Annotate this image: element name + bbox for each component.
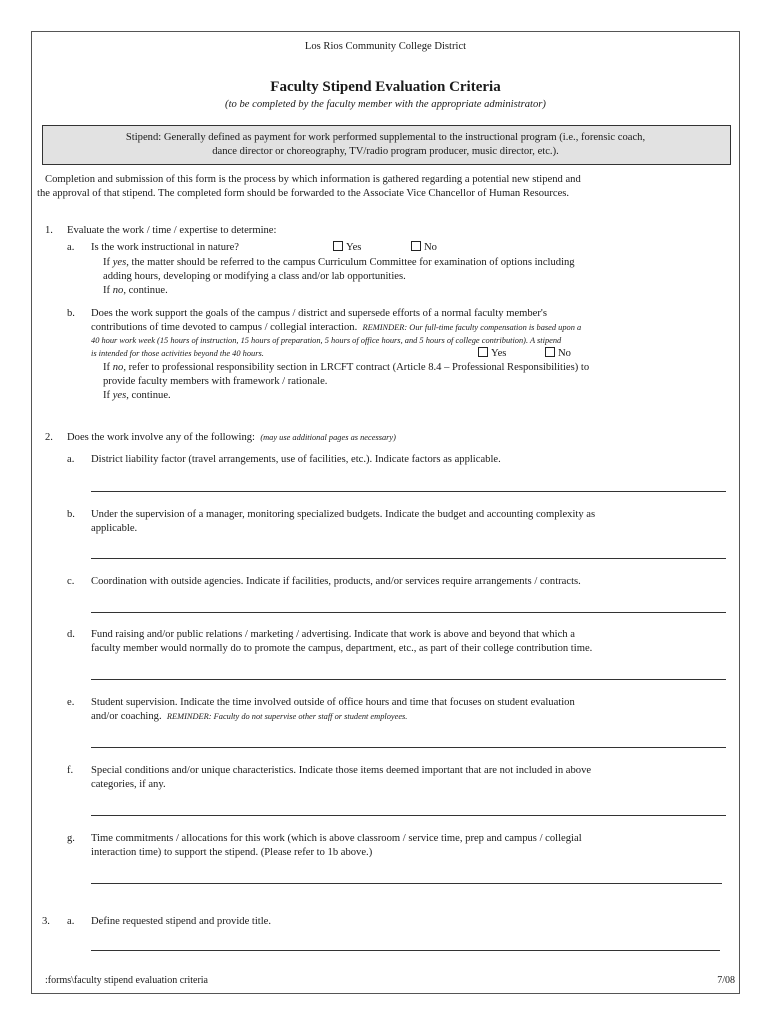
district-name: Los Rios Community College District (304, 41, 467, 52)
section2e-answer-line[interactable] (91, 747, 726, 748)
section1a-question: Is the work instructional in nature? (91, 242, 239, 253)
section2d-letter: d. (67, 629, 75, 640)
footer-path: :forms\faculty stipend evaluation criteria (45, 975, 208, 986)
section1b-no-option[interactable] (545, 347, 571, 361)
section3a-answer-line[interactable] (91, 950, 720, 951)
stipend-definition-line2: dance director or choreography, TV/radio program producer, music director, etc.). (212, 146, 559, 157)
section1b-if-no-line2: provide faculty members with framework / rationale. (103, 376, 328, 387)
section1a-yes-option[interactable] (333, 241, 361, 255)
section2e-line1: Student supervision. Indicate the time involved outside of office hours and time that focuses on student evaluation (91, 697, 575, 708)
section1a-if-yes: If yes, the matter should be referred to the campus Curriculum Committee for examination of options including (103, 257, 575, 268)
section1b-letter: b. (67, 308, 75, 319)
section2c-answer-line[interactable] (91, 612, 726, 613)
section1a-if-no: If no, continue. (103, 285, 168, 296)
section2g-line2: interaction time) to support the stipend. (Please refer to 1b above.) (91, 847, 373, 858)
form-title: Faculty Stipend Evaluation Criteria (270, 79, 501, 95)
section2a-letter: a. (67, 454, 75, 465)
section2f-letter: f. (67, 765, 74, 776)
section1a-no-option[interactable] (411, 241, 437, 255)
section2b-letter: b. (67, 509, 75, 520)
section1b-reminder3: is intended for those activities beyond the 40 hours. (91, 349, 264, 358)
section2-number: 2. (45, 432, 53, 443)
section2e-letter: e. (67, 697, 75, 708)
section3-number: 3. (42, 916, 50, 927)
section2g-line1: Time commitments / allocations for this work (which is above classroom / service time, prep and campus / collegial (91, 833, 582, 844)
section1b-yes-option[interactable] (478, 347, 506, 361)
section2e-reminder: REMINDER: Faculty do not supervise other staff or student employees. (166, 712, 408, 721)
section1b-yes-checkbox[interactable] (478, 347, 488, 357)
section2b-line1: Under the supervision of a manager, monitoring specialized budgets. Indicate the budget and accounting complexity as (91, 509, 596, 520)
section1-heading: Evaluate the work / time / expertise to determine: (67, 225, 277, 236)
section2d-line2: faculty member would normally do to promote the campus, department, etc., as part of their college contribution time. (91, 643, 593, 654)
section2d-line1: Fund raising and/or public relations / marketing / advertising. Indicate that work is above and beyond that which a (91, 629, 575, 640)
section1-number: 1. (45, 225, 53, 236)
form-subtitle: (to be completed by the faculty member with the appropriate administrator) (225, 99, 546, 110)
section2a-line1: District liability factor (travel arrangements, use of facilities, etc.). Indicate factors as applicable. (91, 454, 501, 465)
section3a-line1: Define requested stipend and provide title. (91, 916, 272, 927)
section2b-answer-line[interactable] (91, 558, 726, 559)
section1b-reminder2: 40 hour work week (15 hours of instruction, 15 hours of preparation, 5 hours of office hours, and 5 hours of college contribution). A stipend (91, 336, 562, 345)
section1b-no-label: No (558, 348, 571, 359)
section1b-no-checkbox[interactable] (545, 347, 555, 357)
section1a-no-label: No (424, 242, 437, 253)
section1b-reminder1: REMINDER: Our full-time faculty compensation is based upon a (362, 323, 582, 332)
section1b-line1: Does the work support the goals of the campus / district and supersede efforts of a normal faculty member's (91, 308, 547, 319)
section1a-letter: a. (67, 242, 75, 253)
section2f-line2: categories, if any. (91, 779, 166, 790)
section1a-no-checkbox[interactable] (411, 241, 421, 251)
footer-date: 7/08 (717, 975, 735, 986)
stipend-definition-line1: Stipend: Generally defined as payment for work performed supplemental to the instructional program (i.e., forensic coach, (125, 132, 646, 143)
section1b-if-yes: If yes, continue. (103, 390, 171, 401)
intro-line1: Completion and submission of this form is the process by which information is gathered regarding a potential new stipend and (45, 174, 581, 185)
section1b-if-no: If no, refer to professional responsibility section in LRCFT contract (Article 8.4 – Professional Responsibilities) to (103, 362, 590, 373)
form-page (31, 31, 740, 994)
section2f-line1: Special conditions and/or unique characteristics. Indicate those items deemed important that are not included in above (91, 765, 592, 776)
section2a-answer-line[interactable] (91, 491, 726, 492)
section3a-letter: a. (67, 916, 75, 927)
section2c-line1: Coordination with outside agencies. Indicate if facilities, products, and/or services require arrangements / contracts. (91, 576, 581, 587)
section2e-line2: and/or coaching. REMINDER: Faculty do not supervise other staff or student employees. (91, 711, 408, 722)
section2f-answer-line[interactable] (91, 815, 726, 816)
section2b-line2: applicable. (91, 523, 138, 534)
section1b-line2: contributions of time devoted to campus / collegial interaction. REMINDER: Our full-time faculty compensation is based upon a (91, 322, 582, 333)
section1a-yes-checkbox[interactable] (333, 241, 343, 251)
intro-line2: the approval of that stipend. The completed form should be forwarded to the Associate Vice Chancellor of Human Resources. (37, 188, 570, 199)
section1b-yes-label: Yes (491, 348, 507, 359)
section2g-answer-line[interactable] (91, 883, 722, 884)
section2-heading: Does the work involve any of the following: (may use additional pages as necessary) (67, 432, 396, 443)
section1a-if-yes-line2: adding hours, developing or modifying a class and/or lab opportunities. (103, 271, 406, 282)
section2c-letter: c. (67, 576, 75, 587)
section2d-answer-line[interactable] (91, 679, 726, 680)
section1a-yes-label: Yes (346, 242, 362, 253)
section2g-letter: g. (67, 833, 75, 844)
section2-heading-note: (may use additional pages as necessary) (260, 433, 396, 442)
